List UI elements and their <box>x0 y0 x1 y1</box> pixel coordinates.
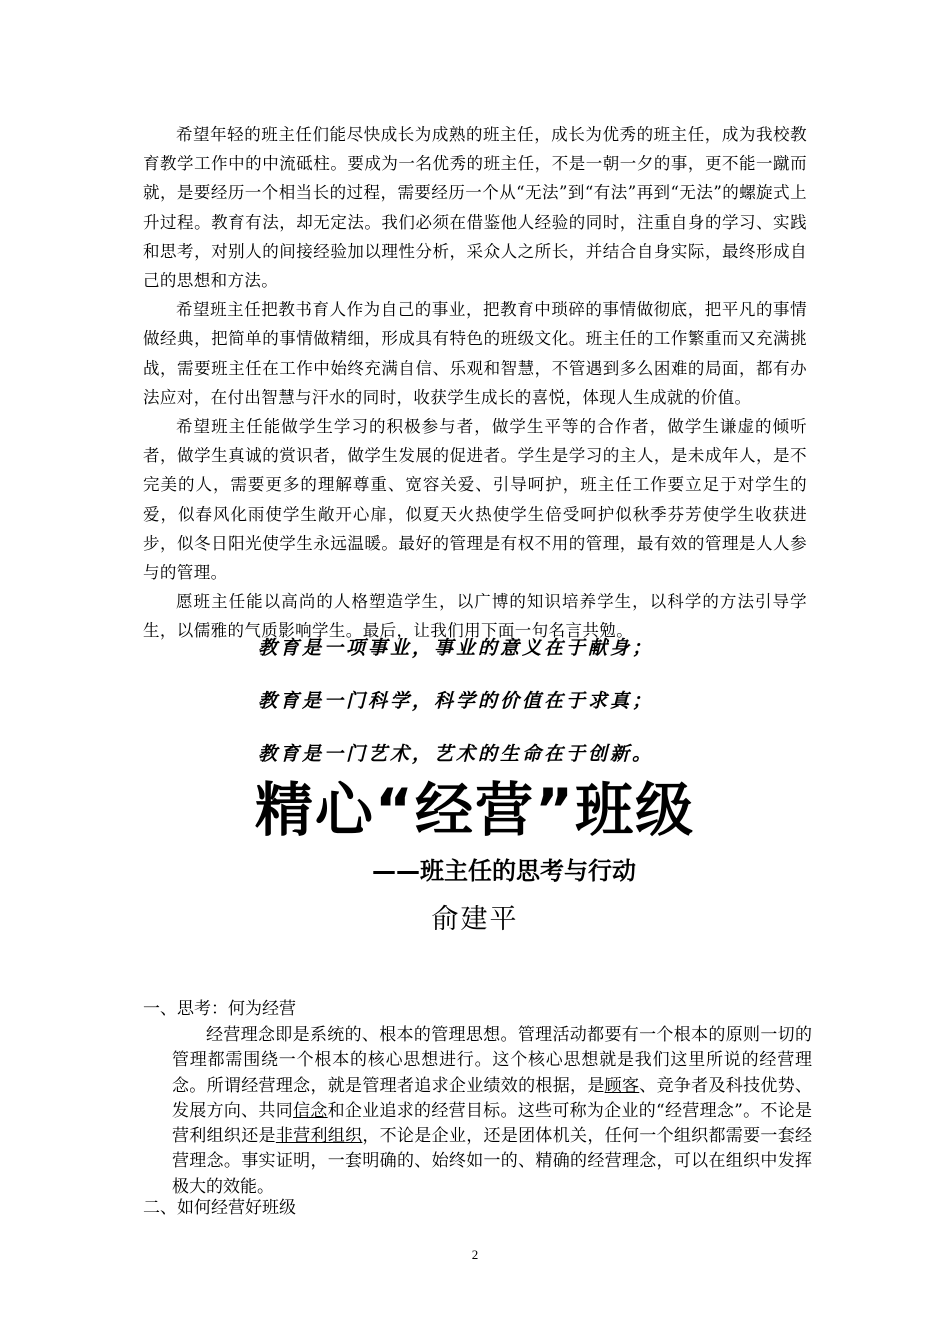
section-1-text-b: 、竞争者及科技优势、发展方向、共同 <box>172 1075 813 1121</box>
customer-link[interactable]: 顾客 <box>604 1075 640 1096</box>
intro-text <box>143 120 807 646</box>
page-number: 2 <box>471 1247 479 1262</box>
motto-line-2: 教育是一门科学，科学的价值在于求真； <box>258 690 655 712</box>
section-1-body <box>172 1023 812 1200</box>
article-author: 俞建平 <box>431 904 519 935</box>
article-subtitle: ——班主任的思考与行动 <box>372 857 636 885</box>
nonprofit-organization-link[interactable]: 非营利组织 <box>275 1126 363 1147</box>
section-1-paragraph <box>172 1023 812 1200</box>
intro-paragraph-1: 希望年轻的班主任们能尽快成长为成熟的班主任，成长为优秀的班主任，成为我校教育教学工作中的中流砥柱。要成为一名优秀的班主任，不是一朝一夕的事，更不能一蹴而就，是要经历一个相当长的过程，需要经历一个从“无法”到“有法”再到“无法”的螺旋式上升过程。教育有法，却无定法。我们必须在借鉴他人经验的同时，注重自身的学习、实践和思考，对别人的间接经验加以理性分析，采众人之所长，并结合自身实际，最终形成自己的思想和方法。 <box>143 125 807 291</box>
belief-link[interactable]: 信念 <box>293 1100 328 1121</box>
section-1-text-a: 经营理念即是系统的、根本的管理思想。管理活动都要有一个根本的原则一切的管理都需围绕一个根本的核心思想进行。这个核心思想就是我们这里所说的经营理念。所谓经营理念，就是管理者追求企业绩效的根据，是 <box>172 1025 812 1096</box>
section-1-text-d: ，不论是企业，还是团体机关，任何一个组织都需要一套经营理念。事实证明，一套明确的、始终如一的、精确的经营理念，可以在组织中发挥极大的效能。 <box>172 1126 813 1197</box>
section-1-heading: 一、思考：何为经营 <box>143 999 296 1019</box>
article-title: 精心“经营”班级 <box>254 776 696 844</box>
motto-line-3: 教育是一门艺术，艺术的生命在于创新。 <box>258 743 655 765</box>
section-2-heading: 二、如何经营好班级 <box>143 1198 296 1218</box>
intro-paragraph-2: 希望班主任把教书育人作为自己的事业，把教育中琐碎的事情做彻底，把平凡的事情做经典，把简单的事情做精细，形成具有特色的班级文化。班主任的工作繁重而又充满挑战，需要班主任在工作中始终充满自信、乐观和智慧，不管遇到多么困难的局面，都有办法应对，在付出智慧与汗水的同时，收获学生成长的喜悦，体现人生成就的价值。 <box>143 300 807 407</box>
motto-line-1: 教育是一项事业，事业的意义在于献身； <box>258 637 655 659</box>
intro-paragraph-3: 希望班主任能做学生学习的积极参与者，做学生平等的合作者，做学生谦虚的倾听者，做学生真诚的赏识者，做学生发展的促进者。学生是学习的主人，是未成年人，是不完美的人，需要更多的理解尊重、宽容关爱、引导呵护，班主任工作要立足于对学生的爱，似春风化雨使学生敞开心扉，似夏天火热使学生倍受呵护似秋季芬芳使学生收获进步，似冬日阳光使学生永远温暖。最好的管理是有权不用的管理，最有效的管理是人人参与的管理。 <box>143 417 807 583</box>
intro-paragraph-4: 愿班主任能以高尚的人格塑造学生，以广博的知识培养学生，以科学的方法引导学生，以儒雅的气质影响学生。最后，让我们用下面一句名言共勉。 <box>143 592 807 641</box>
section-1-text-c: 和企业追求的经营目标。这些可称为企业的“经营理念”。不论是营利组织还是 <box>172 1100 813 1147</box>
motto-block <box>258 630 778 789</box>
